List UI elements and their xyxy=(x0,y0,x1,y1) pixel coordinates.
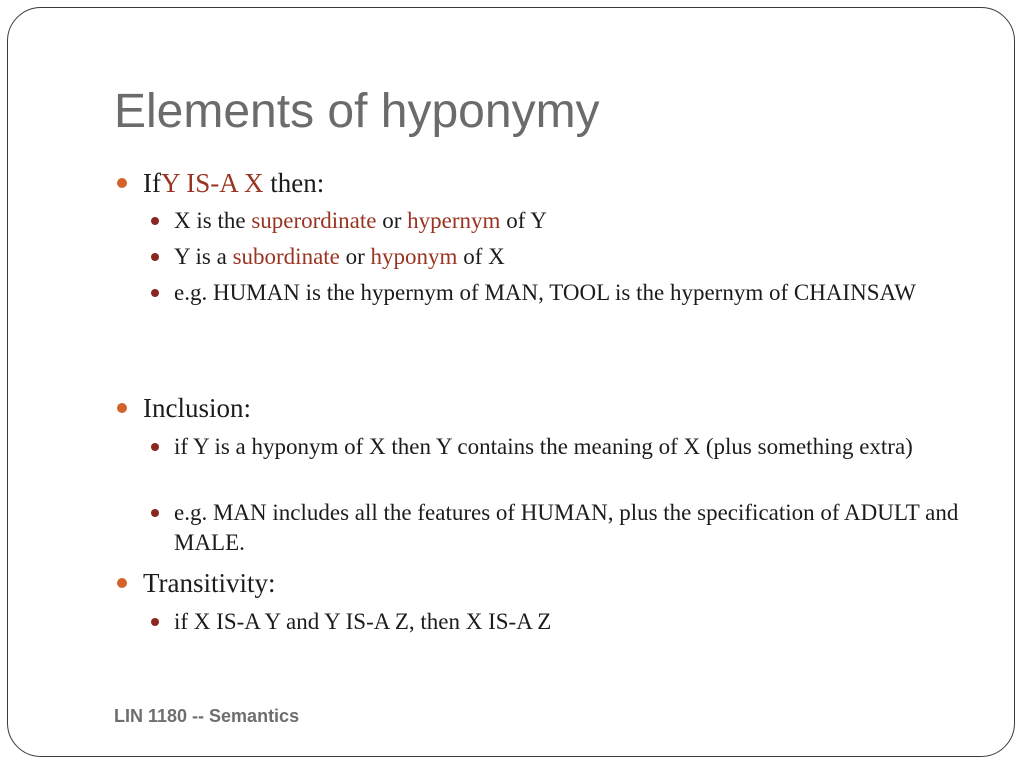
text: X is the xyxy=(174,208,252,233)
text-prefix: If xyxy=(143,168,161,198)
bullet-dot-icon xyxy=(151,253,159,261)
bullet-transitivity xyxy=(143,568,276,598)
text: of X xyxy=(457,244,505,269)
bullet-dot-icon xyxy=(117,578,127,588)
bullet-inclusion xyxy=(143,393,251,423)
text: of Y xyxy=(500,208,547,233)
term-hypernym: hypernym xyxy=(407,208,501,233)
text: or xyxy=(339,244,371,269)
term-subordinate: subordinate xyxy=(232,244,340,269)
bullet-if-y-is-a-x xyxy=(143,168,324,198)
heading-transitivity: Transitivity: xyxy=(143,568,276,598)
text: or xyxy=(376,208,408,233)
heading-inclusion: Inclusion: xyxy=(143,393,251,423)
bullet-dot-icon xyxy=(151,509,159,517)
bullet-dot-icon xyxy=(151,618,159,626)
text-suffix: then: xyxy=(263,168,325,198)
bullet-dot-icon xyxy=(151,443,159,451)
text: if X IS-A Y and Y IS-A Z, then X IS-A Z xyxy=(174,609,552,634)
subbullet-subordinate xyxy=(174,242,964,272)
subbullet-superordinate xyxy=(174,206,964,236)
text: if Y is a hyponym of X then Y contains the meaning of X (plus something extra) xyxy=(174,434,913,459)
bullet-dot-icon xyxy=(117,178,127,188)
term-superordinate: superordinate xyxy=(251,208,377,233)
text: Y is a xyxy=(174,244,233,269)
bullet-dot-icon xyxy=(151,217,159,225)
text: e.g. MAN includes all the features of HUMAN, plus the specification of ADULT and MALE. xyxy=(174,500,959,555)
term-hyponym: hyponym xyxy=(370,244,458,269)
highlight-y-is-a-x: Y IS-A X xyxy=(160,168,264,198)
bullet-dot-icon xyxy=(117,403,127,413)
bullet-dot-icon xyxy=(151,289,159,297)
slide-footer: LIN 1180 -- Semantics xyxy=(114,706,300,726)
subbullet-example-hypernym xyxy=(174,278,964,308)
subbullet-transitivity-rule xyxy=(174,607,964,637)
subbullet-inclusion-definition xyxy=(174,432,964,462)
slide-title: Elements of hyponymy xyxy=(114,85,600,138)
text: e.g. HUMAN is the hypernym of MAN, TOOL is the hypernym of CHAINSAW xyxy=(174,280,916,305)
subbullet-inclusion-example xyxy=(174,498,964,558)
